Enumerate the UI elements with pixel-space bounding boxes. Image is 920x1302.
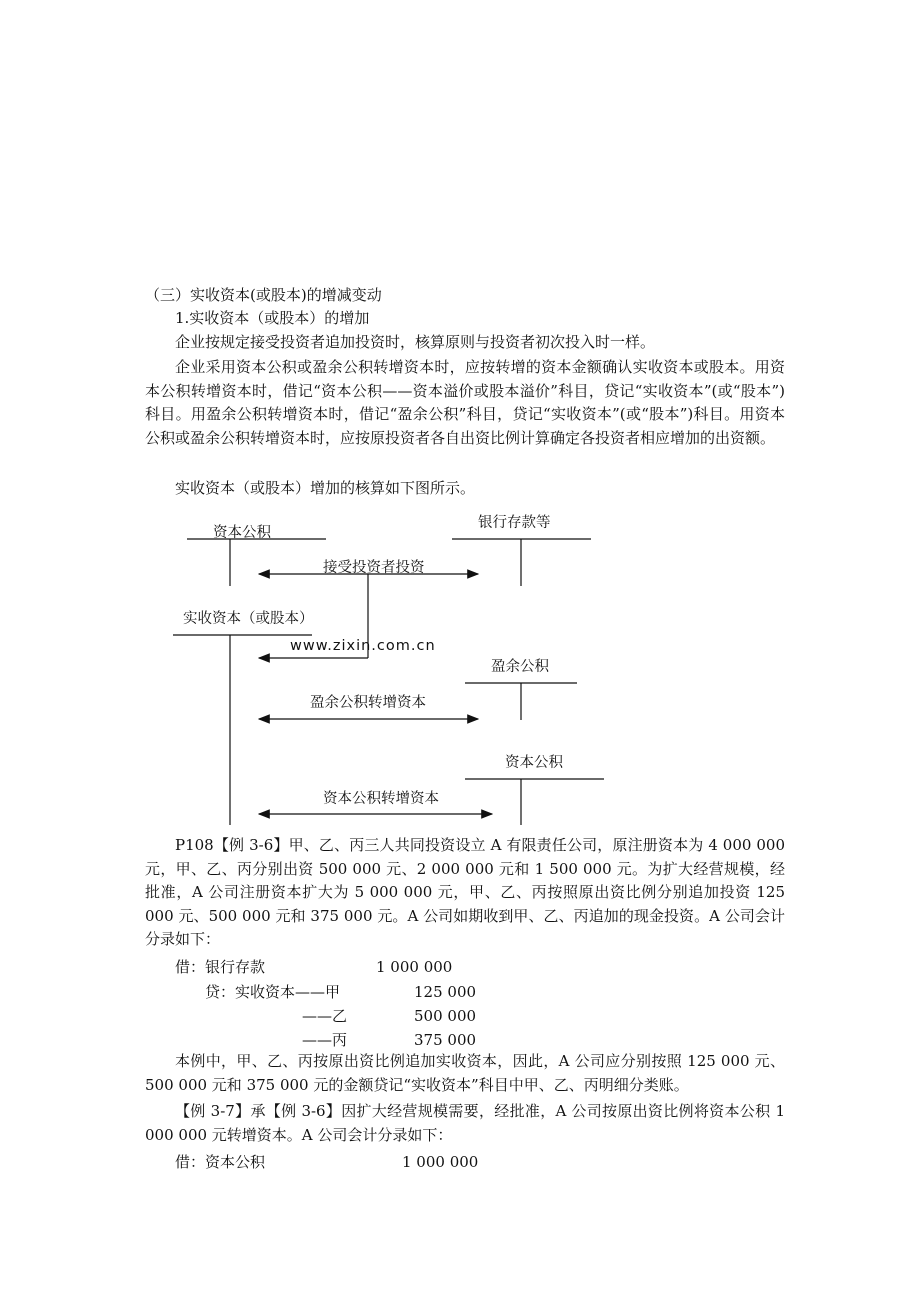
label-capital-reserve-top: 资本公积: [213, 525, 271, 541]
flow-surplus-to-capital: [259, 694, 478, 719]
label-paid-in-capital: 实收资本（或股本）: [183, 611, 314, 627]
label-capital-reserve: 资本公积: [505, 755, 563, 771]
watermark-text: www.zixin.com.cn: [290, 638, 436, 654]
section-title: （三）实收资本(或股本)的增减变动: [145, 286, 382, 304]
sub-title: 1.实收资本（或股本）的增加: [175, 309, 370, 327]
paragraph-example-3-6: P108【例 3-6】甲、乙、丙三人共同投资设立 A 有限责任公司，原注册资本为 4 000 000 元，甲、乙、丙分别出资 500 000 元、2 000 000 元和 1 500 000 元。为扩大经营规模，经批准，A 公司注册资本扩大为 5 000 000 元，甲、乙、丙按照原出资比例分别追加投资 125 000 元、500 000 元和 375 000 元。A 公司如期收到甲、乙、丙追加的现金投资。A 公司会计分录如下：: [145, 836, 785, 949]
entry-credit-label: 贷：实收资本——甲: [205, 983, 341, 1001]
label-bank: 银行存款等: [478, 515, 551, 531]
paragraph-example-3-7: 【例 3-7】承【例 3-6】因扩大经营规模需要，经批准，A 公司按原出资比例将资本公积 1 000 000 元转增资本。A 公司会计分录如下：: [145, 1102, 785, 1144]
entry-credit3-label: ——丙: [302, 1031, 348, 1049]
label-surplus-reserve: 盈余公积: [491, 659, 549, 675]
t-account-bank: [452, 514, 591, 586]
paragraph-conversion-rules: 企业采用资本公积或盈余公积转增资本时，应按转增的资本金额确认实收资本或股本。用资本公积转增资本时，借记“资本公积——资本溢价或股本溢价”科目，贷记“实收资本”(或“股本”)科目。用盈余公积转增资本时，借记“盈余公积”科目，贷记“实收资本”(或“股本”)科目。用资本公积或盈余公积转增资本时，应按原投资者各自出资比例计算确定各投资者相应增加的出资额。: [145, 358, 785, 447]
t-account-capital-reserve-top: [187, 524, 326, 586]
paragraph-example-3-6-note: 本例中，甲、乙、丙按原出资比例追加实收资本，因此，A 公司应分别按照 125 000 元、500 000 元和 375 000 元的金额贷记“实收资本”科目中甲、乙、丙明细分类账。: [145, 1052, 785, 1094]
entry-debit-amount: 1 000 000: [376, 958, 453, 976]
t-account-flow-diagram: [0, 500, 920, 840]
entry-debit-label: 借：银行存款: [175, 958, 266, 976]
flow-invest: [259, 558, 478, 576]
paragraph-additional-investment: 企业按规定接受投资者追加投资时，核算原则与投资者初次投入时一样。: [175, 333, 656, 351]
entry2-debit-label: 借：资本公积: [175, 1153, 266, 1171]
label-flow-surplus: 盈余公积转增资本: [310, 695, 426, 711]
entry-credit-amount: 125 000: [414, 983, 477, 1001]
label-flow-invest: 接受投资者投资: [323, 560, 425, 576]
entry-credit2-label: ——乙: [302, 1007, 348, 1025]
entry-credit3-amount: 375 000: [414, 1031, 477, 1049]
entry-credit2-amount: 500 000: [414, 1007, 477, 1025]
flow-capital-reserve-to-capital: [259, 790, 492, 814]
entry2-debit-amount: 1 000 000: [402, 1153, 479, 1171]
paragraph-diagram-intro: 实收资本（或股本）增加的核算如下图所示。: [175, 479, 476, 497]
t-account-surplus-reserve: [465, 658, 577, 720]
label-flow-capital: 资本公积转增资本: [323, 791, 439, 807]
